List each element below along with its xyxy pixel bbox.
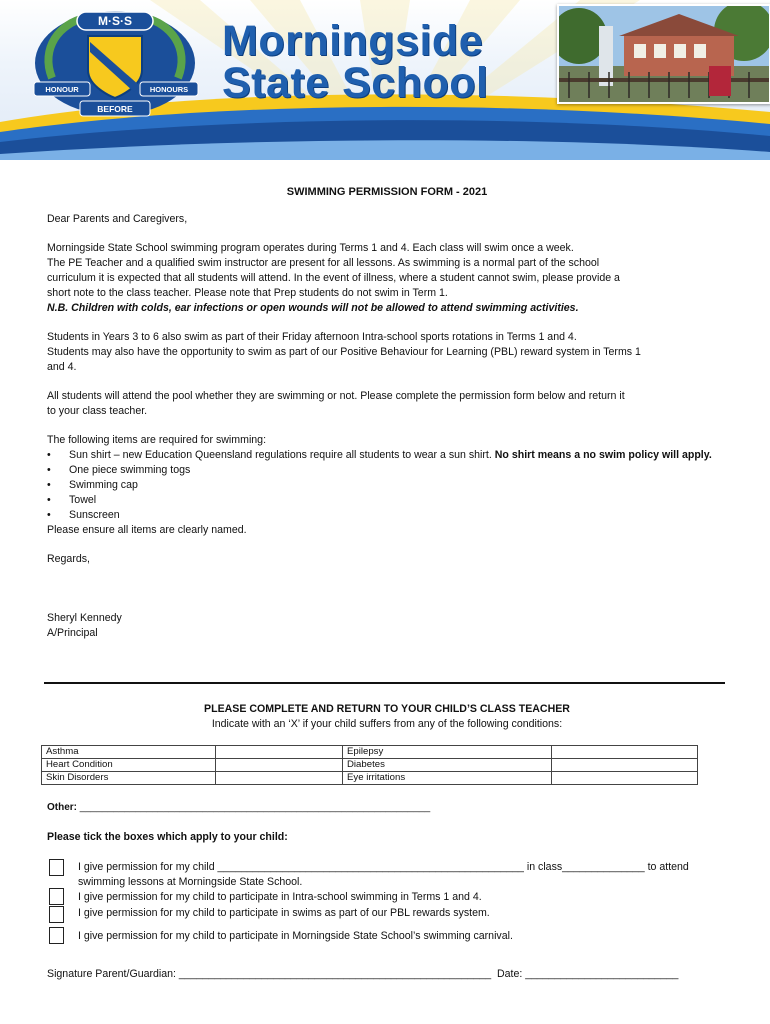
permission-lessons-line1: I give permission for my child ____________________________________________________ in class______________ to attend	[78, 861, 689, 873]
school-name-line1: Morningside	[222, 17, 484, 65]
signer-name: Sheryl Kennedy	[47, 612, 122, 624]
paragraph-intra-school	[47, 330, 727, 375]
permission-lessons	[78, 860, 728, 890]
health-note: N.B. Children with colds, ear infections or open wounds will not be allowed to attend swimming activities.	[47, 302, 579, 314]
return-heading: PLEASE COMPLETE AND RETURN TO YOUR CHILD’S CLASS TEACHER	[204, 703, 570, 715]
school-name	[222, 17, 489, 107]
items-intro: The following items are required for swimming:	[47, 434, 267, 446]
permission-lessons-line2: swimming lessons at Morningside State School.	[78, 876, 303, 888]
conditions-table	[41, 745, 698, 785]
list-item: • One piece swimming togs	[69, 463, 727, 478]
condition-mark-cell[interactable]	[216, 772, 343, 785]
para3-line: to your class teacher.	[47, 405, 148, 417]
crest-top-text: M·S·S	[98, 14, 132, 28]
closing: Regards,	[47, 553, 90, 565]
paragraph-program	[47, 241, 727, 316]
table-row	[42, 772, 698, 785]
other-line[interactable]: _______________________________________________________________	[79, 802, 431, 813]
return-section-header	[47, 702, 727, 732]
condition-label: Asthma	[42, 746, 216, 759]
para1-line: The PE Teacher and a qualified swim instructor are present for all lessons. As swimming is a normal part of the school	[47, 257, 600, 269]
permission-checkbox-carnival[interactable]	[49, 927, 64, 944]
signature-field[interactable]: Signature Parent/Guardian: _____________________________________________________	[47, 968, 492, 980]
para2-line: and 4.	[47, 361, 77, 373]
permission-intra-school: I give permission for my child to participate in Intra-school swimming in Terms 1 and 4.	[78, 891, 482, 903]
section-divider	[44, 682, 725, 684]
other-label: Other:	[47, 802, 77, 813]
table-row	[42, 759, 698, 772]
signature-row	[47, 968, 679, 980]
para1-line: Morningside State School swimming program operates during Terms 1 and 4. Each class will swim once a week.	[47, 242, 574, 254]
permission-checkbox-intra-school[interactable]	[49, 888, 64, 905]
list-item: • Swimming cap	[69, 478, 727, 493]
letter-body	[47, 185, 727, 641]
permission-checkbox-lessons[interactable]	[49, 859, 64, 876]
no-shirt-policy: No shirt means a no swim policy will apply.	[494, 449, 712, 461]
greeting: Dear Parents and Caregivers,	[47, 213, 188, 225]
school-crest-logo	[30, 8, 200, 118]
para1-line: curriculum it is expected that all students will attend. In the event of illness, where a student cannot swim, please provide a	[47, 272, 620, 284]
list-item: • Sunscreen	[69, 508, 727, 523]
permission-pbl: I give permission for my child to participate in swims as part of our PBL rewards system.	[78, 907, 490, 919]
para2-line: Students may also have the opportunity to swim as part of our Positive Behaviour for Learning (PBL) reward system in Terms 1	[47, 346, 641, 358]
form-title: SWIMMING PERMISSION FORM - 2021	[286, 186, 488, 198]
list-item	[69, 448, 727, 463]
permission-carnival: I give permission for my child to participate in Morningside State School’s swimming carnival.	[78, 930, 513, 942]
return-subheading: Indicate with an ‘X’ if your child suffers from any of the following conditions:	[211, 718, 563, 730]
required-items-list	[47, 448, 727, 523]
para1-line: short note to the class teacher. Please note that Prep students do not swim in Term 1.	[47, 287, 448, 299]
condition-label: Eye irritations	[343, 772, 552, 785]
condition-mark-cell[interactable]	[552, 759, 698, 772]
condition-mark-cell[interactable]	[552, 772, 698, 785]
condition-mark-cell[interactable]	[216, 759, 343, 772]
other-conditions-field[interactable]	[47, 802, 430, 813]
table-row	[42, 746, 698, 759]
school-building-photo	[557, 4, 770, 104]
paragraph-attendance	[47, 389, 727, 419]
date-field[interactable]: Date: __________________________	[497, 968, 679, 980]
items-note: Please ensure all items are clearly named.	[47, 524, 247, 536]
crest-left-text: HONOUR	[45, 85, 79, 94]
crest-bottom-text: BEFORE	[97, 104, 133, 114]
crest-right-text: HONOURS	[149, 85, 189, 94]
school-banner	[0, 0, 770, 160]
para3-line: All students will attend the pool whether they are swimming or not. Please complete the permission form below and return it	[47, 390, 625, 402]
para2-line: Students in Years 3 to 6 also swim as part of their Friday afternoon Intra-school sports rotations in Terms 1 and 4.	[47, 331, 577, 343]
sun-shirt-item: Sun shirt – new Education Queensland regulations require all students to wear a sun shirt.	[69, 449, 495, 461]
condition-label: Skin Disorders	[42, 772, 216, 785]
condition-mark-cell[interactable]	[216, 746, 343, 759]
signer-title: A/Principal	[47, 627, 98, 639]
tick-heading: Please tick the boxes which apply to your child:	[47, 831, 288, 843]
condition-label: Diabetes	[343, 759, 552, 772]
condition-mark-cell[interactable]	[552, 746, 698, 759]
list-item: • Towel	[69, 493, 727, 508]
school-name-line2: State School	[222, 59, 489, 107]
condition-label: Epilepsy	[343, 746, 552, 759]
permission-checkbox-pbl[interactable]	[49, 906, 64, 923]
condition-label: Heart Condition	[42, 759, 216, 772]
